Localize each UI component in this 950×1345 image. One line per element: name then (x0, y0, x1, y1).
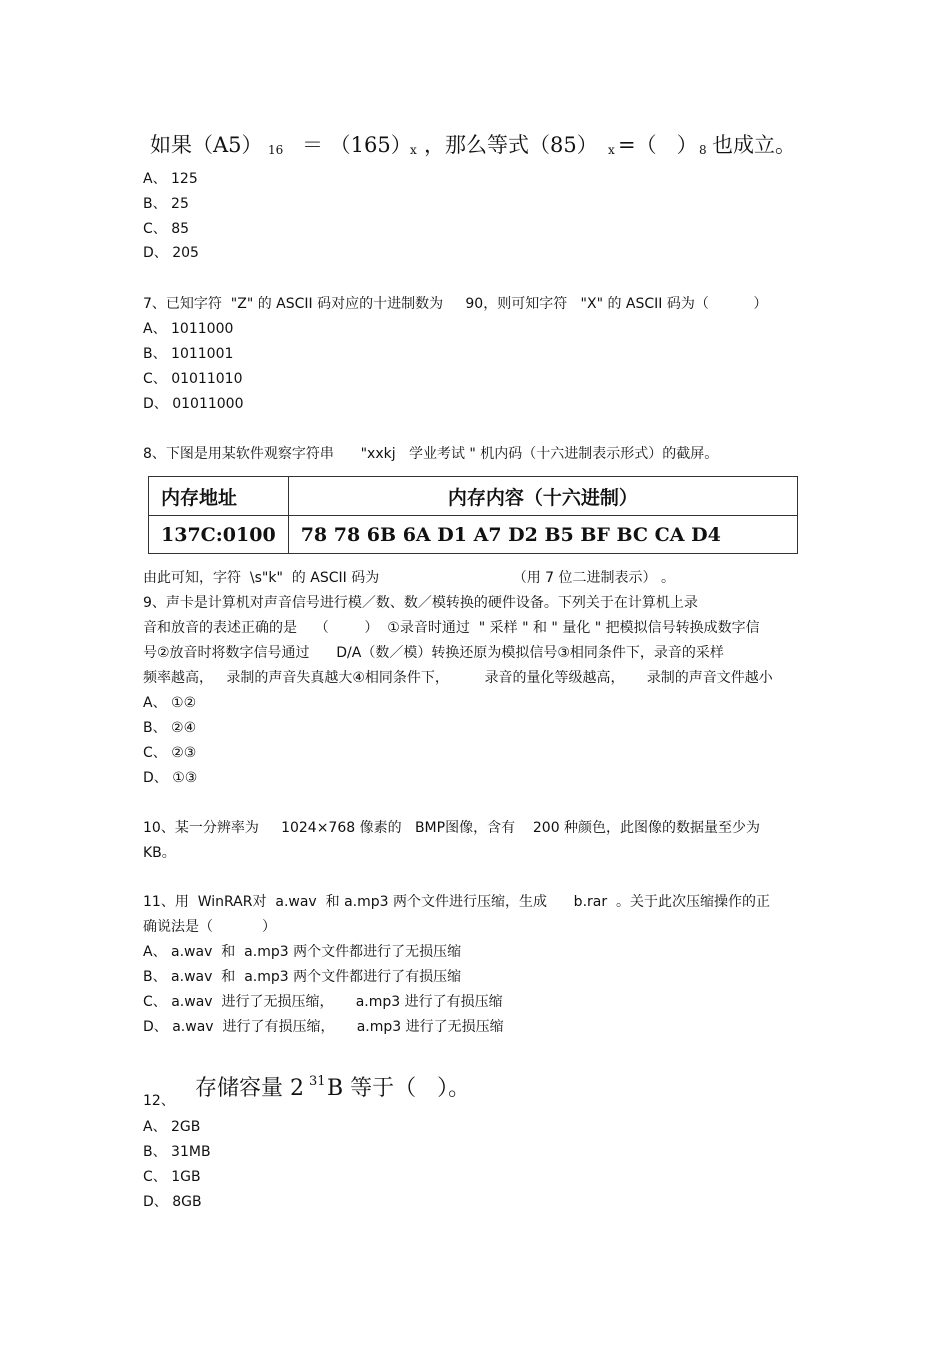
q9-option-d: D、 ①③ (143, 770, 198, 786)
q11-line-1: 11、用 WinRAR对 a.wav 和 a.mp3 两个文件进行压缩，生成 b.rar 。关于此次压缩操作的正 (143, 894, 771, 910)
q8-question: 8、下图是用某软件观察字符串 "xxkj 学业考试 " 机内码（十六进制表示形式）的截屏。 (143, 446, 719, 462)
q12-option-d: D、 8GB (143, 1194, 202, 1210)
q6-subscript-8: 8 (699, 143, 707, 157)
q6-option-d: D、 205 (143, 245, 199, 261)
q6-subscript-16: 16 (268, 143, 284, 157)
q11-option-b: B、 a.wav 和 a.mp3 两个文件都进行了有损压缩 (143, 969, 462, 985)
memory-table-data-row (149, 516, 798, 554)
q9-option-c: C、 ②③ (143, 745, 197, 761)
q12-option-a: A、 2GB (143, 1119, 201, 1135)
q10-line-2: KB。 (143, 845, 176, 861)
q9-option-a: A、 ①② (143, 695, 197, 711)
q9-line-3: 号②放音时将数字信号通过 D/A（数／模）转换还原为模拟信号③相同条件下，录音的采样 (143, 645, 724, 661)
q12-text-suffix: B 等于（ ）。 (327, 1076, 471, 1101)
q6-subscript-x1: x (410, 143, 417, 157)
q6-text-mid: ＝ （165） (302, 133, 412, 157)
q8-followup: 由此可知，字符 \s"k" 的 ASCII 码为 （用 7 位二进制表示） 。 (143, 570, 675, 586)
q6-option-a: A、 125 (143, 171, 198, 187)
q6-option-b: B、 25 (143, 196, 189, 212)
memory-address-header: 内存地址 (149, 477, 289, 516)
memory-content-value: 78 78 6B 6A D1 A7 D2 B5 BF BC CA D4 (288, 516, 797, 554)
q6-text-mid3: =（ ） (618, 133, 698, 157)
q9-line-2: 音和放音的表述正确的是 （ ） ①录音时通过 " 采样 " 和 " 量化 " 把模拟信号转换成数字信 (143, 620, 760, 636)
memory-table-header-row (149, 477, 798, 516)
q9-line-4: 频率越高， 录制的声音失真越大④相同条件下， 录音的量化等级越高， 录制的声音文件越小 (143, 670, 773, 686)
q11-option-a: A、 a.wav 和 a.mp3 两个文件都进行了无损压缩 (143, 944, 462, 960)
q9-option-b: B、 ②④ (143, 720, 197, 736)
q12-option-b: B、 31MB (143, 1144, 211, 1160)
q7-option-d: D、 01011000 (143, 396, 244, 412)
q11-line-2: 确说法是（ ） (143, 919, 276, 935)
q7-option-c: C、 01011010 (143, 371, 243, 387)
q6-text-prefix: 如果（A5） (150, 133, 263, 157)
q7-question: 7、已知字符 "Z" 的 ASCII 码对应的十进制数为 90，则可知字符 "X" 的 ASCII 码为（ ） (143, 296, 768, 312)
q12-number: 12、 (143, 1093, 175, 1109)
q6-text-mid2: ，那么等式（85） (424, 133, 598, 157)
q6-text-suffix: 也成立。 (712, 133, 796, 157)
memory-address-value: 137C:0100 (149, 516, 289, 554)
memory-content-header: 内存内容（十六进制） (288, 477, 797, 516)
q12-option-c: C、 1GB (143, 1169, 201, 1185)
q12-superscript: 31 (309, 1074, 326, 1089)
q6-subscript-x2: x (608, 143, 615, 157)
q7-option-b: B、 1011001 (143, 346, 234, 362)
memory-table (148, 476, 798, 554)
q11-option-c: C、 a.wav 进行了无损压缩， a.mp3 进行了有损压缩 (143, 994, 503, 1010)
q10-line-1: 10、某一分辨率为 1024×768 像素的 BMP图像，含有 200 种颜色，此图像的数据量至少为 (143, 820, 761, 836)
q9-line-1: 9、声卡是计算机对声音信号进行模／数、数／模转换的硬件设备。下列关于在计算机上录 (143, 595, 698, 611)
q6-option-c: C、 85 (143, 221, 190, 237)
q11-option-d: D、 a.wav 进行了有损压缩， a.mp3 进行了无损压缩 (143, 1019, 504, 1035)
q7-option-a: A、 1011000 (143, 321, 234, 337)
q12-text-prefix: 存储容量 2 (195, 1076, 304, 1101)
